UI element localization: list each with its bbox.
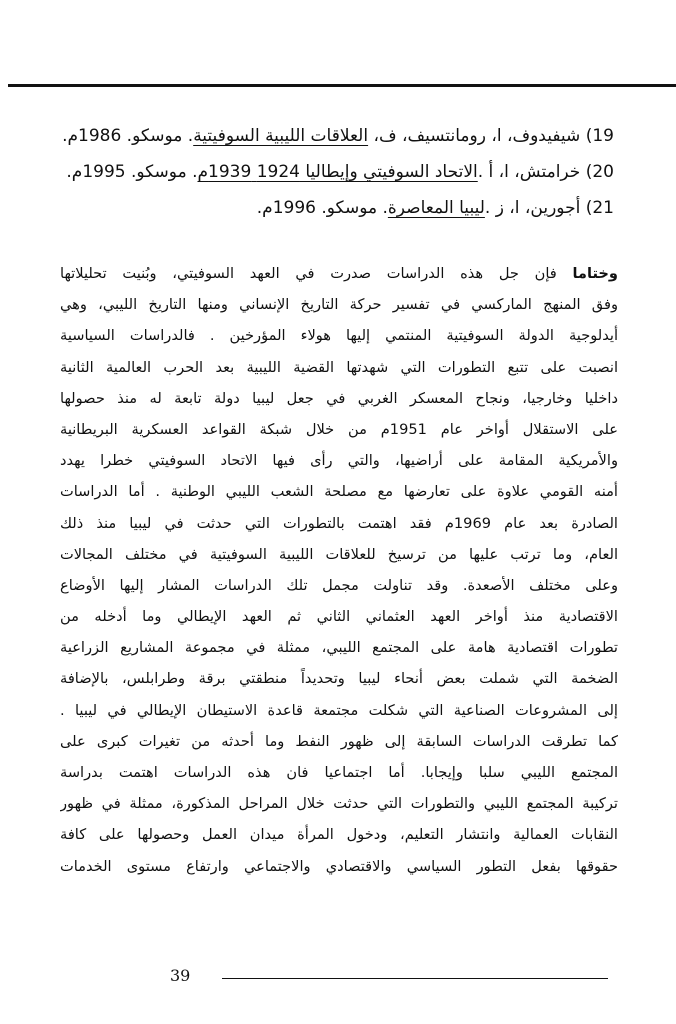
reference-publication: . موسكو. 1996م. [256, 198, 388, 218]
paragraph-line: حقوقها بفعل التطور السياسي والاقتصادي والاجتماعي وارتفاع مستوى الخدمات [60, 857, 618, 875]
reference-publication: . موسكو. 1986م. [62, 126, 194, 146]
paragraph-line: كما تطرقت الدراسات السابقة إلى ظهور النفط وما أحدثه من تغيرات كبرى على [60, 732, 618, 750]
reference-author: خرامتش، ا، أ . [477, 162, 586, 182]
paragraph-line: تركيبة المجتمع الليبي والتطورات التي حدثت خلال المراحل المذكورة، ممثلة في ظهور [60, 795, 618, 813]
paragraph-line: انصبت على تتبع التطورات التي شهدتها القضية الليبية بعد الحرب العالمية الثانية [60, 358, 618, 376]
reference-item-20 [54, 154, 614, 190]
paragraph-line: إلى المشروعات الصناعية التي شكلت مجتمعة قاعدة الاستيطان الإيطالي في ليبيا . [60, 701, 618, 719]
reference-title: ليبيا المعاصرة [387, 198, 485, 218]
reference-author: أجورين، ا، ز . [484, 198, 586, 218]
paragraph-line: على الاستقلال أواخر عام 1951م من خلال شبكة القواعد العسكرية البريطانية [60, 420, 618, 438]
paragraph-line: الصادرة بعد عام 1969م فقد اهتمت بالتطورات التي حدثت في ليبيا منذ ذلك [60, 514, 618, 532]
lead-word: وختاما [572, 265, 618, 282]
reference-number: 21) [585, 198, 614, 218]
reference-publication: . موسكو. 1995م. [66, 162, 198, 182]
reference-number: 20) [585, 162, 614, 182]
paragraph-line: العام، وما ترتب عليها من ترسيخ للعلاقات الليبية السوفيتية في مختلف المجالات [60, 545, 618, 563]
reference-item-21 [54, 190, 614, 226]
paragraph-line: تطورات اقتصادية هامة على المجتمع الليبي، ممثلة في مجموعة المشاريع الزراعية [60, 639, 618, 657]
paragraph-line: والأمريكية المقامة على أراضيها، والتي رأى فيها الاتحاد السوفيتي خطرا يهدد [60, 452, 618, 470]
paragraph-line: داخليا وخارجيا، ونجاح المعسكر الغربي في جعل ليبيا دولة تابعة له منذ حصولها [60, 389, 618, 407]
reference-number: 19) [585, 126, 614, 146]
body-paragraph [60, 258, 618, 882]
paragraph-line: المجتمع الليبي سلبا وإيجابا. أما اجتماعيا فان هذه الدراسات اهتمت بدراسة [60, 764, 618, 781]
page-number: 39 [170, 966, 191, 985]
paragraph-line: وعلى مختلف الأصعدة. وقد تناولت مجمل تلك الدراسات المشار إليها الأوضاع [60, 576, 618, 594]
reference-author: شيفيدوف، ا، رومانتسيف، ف، [368, 126, 586, 146]
paragraph-line: وختاما فإن جل هذه الدراسات صدرت في العهد السوفيتي، وبُنيت تحليلاتها [60, 265, 618, 282]
footer-rule [222, 978, 608, 979]
reference-item-19 [54, 118, 614, 154]
reference-title: العلاقات الليبية السوفيتية [193, 126, 369, 146]
paragraph-line: أمنه القومي علاوة على تعارضها مع مصلحة الشعب الليبي الوطنية . أما الدراسات [60, 483, 618, 501]
header-rule [8, 84, 676, 87]
reference-title: الاتحاد السوفيتي وإيطاليا 1924 1939م [197, 162, 478, 182]
reference-list [54, 118, 614, 226]
paragraph-line: النقابات العمالية وانتشار التعليم، ودخول المرأة ميدان العمل وحصولها على كافة [60, 826, 618, 844]
paragraph-line: الضخمة التي شملت بعض أنحاء ليبيا وتحديداً منطقتي برقة وطرابلس، بالإضافة [60, 670, 618, 688]
paragraph-line: الاقتصادية منذ أواخر العهد العثماني الثاني ثم العهد الإيطالي وما أدخله من [60, 608, 618, 626]
paragraph-line: وفق المنهج الماركسي في تفسير حركة التاريخ الإنساني ومنها التاريخ الليبي، وهي [60, 296, 618, 314]
paragraph-line: أيدلوجية الدولة السوفيتية المنتمي إليها هولاء المؤرخين . فالدراسات السياسية [60, 327, 618, 345]
